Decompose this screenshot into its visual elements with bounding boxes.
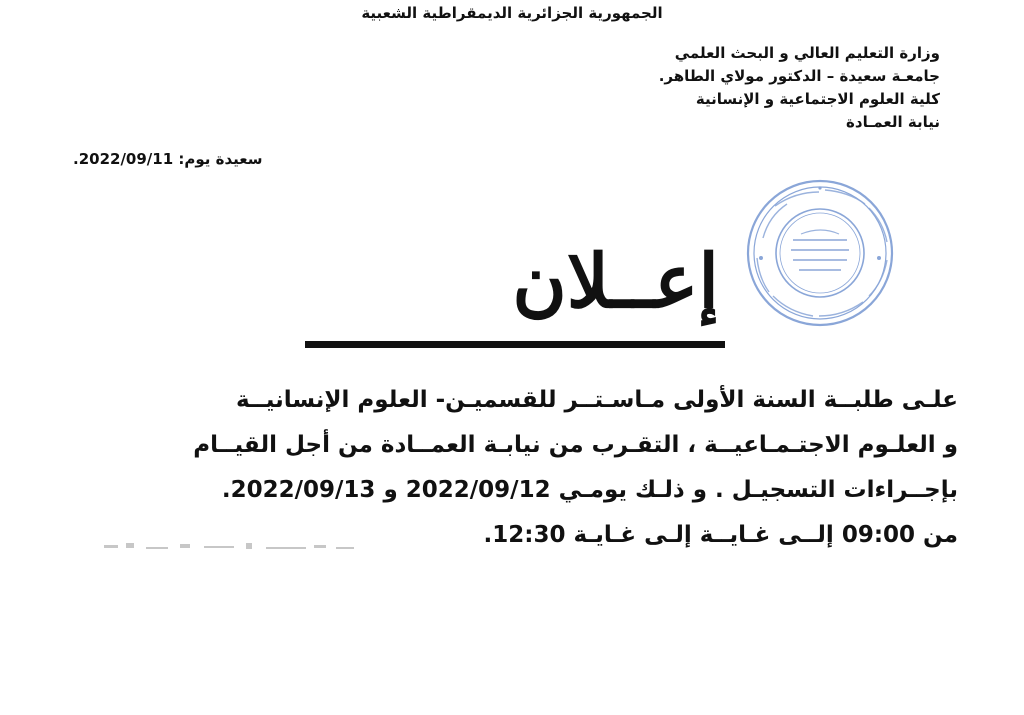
body-line-1: علـى طلبــة السنة الأولى مـاسـتــر للقسميـن- العلوم الإنسانيــة	[236, 387, 958, 413]
date-line: سعيدة يوم: 2022/09/11.	[73, 150, 263, 168]
body-line-2: و العلـوم الاجتـمـاعيــة ، التقـرب من نيابـة العمــادة من أجل القيــام	[193, 432, 958, 458]
round-official-stamp-icon	[745, 178, 895, 328]
ministry-line: وزارة التعليم العالي و البحث العلمي	[674, 44, 940, 62]
announcement-title-block	[305, 236, 725, 348]
department-line: نيابة العمـادة	[846, 113, 940, 131]
title-underline	[305, 341, 725, 348]
scan-smudge	[100, 533, 360, 563]
body-line-4: من 09:00 إلــى غـايــة إلـى غـايـة 12:30.	[483, 522, 958, 548]
institution-header	[659, 42, 940, 134]
announcement-title: إعــلان	[512, 239, 719, 325]
republic-heading: الجمهورية الجزائرية الديمقراطية الشعبية	[361, 4, 663, 22]
faculty-line: كلية العلوم الاجتماعية و الإنسانية	[695, 90, 940, 108]
university-line: جامعـة سعيدة – الدكتور مولاي الطاهر.	[658, 67, 940, 85]
announcement-body	[60, 378, 958, 558]
body-line-3: بإجــراءات التسجيـل . و ذلـك يومـي 2022/09/12 و 2022/09/13.	[221, 477, 958, 503]
